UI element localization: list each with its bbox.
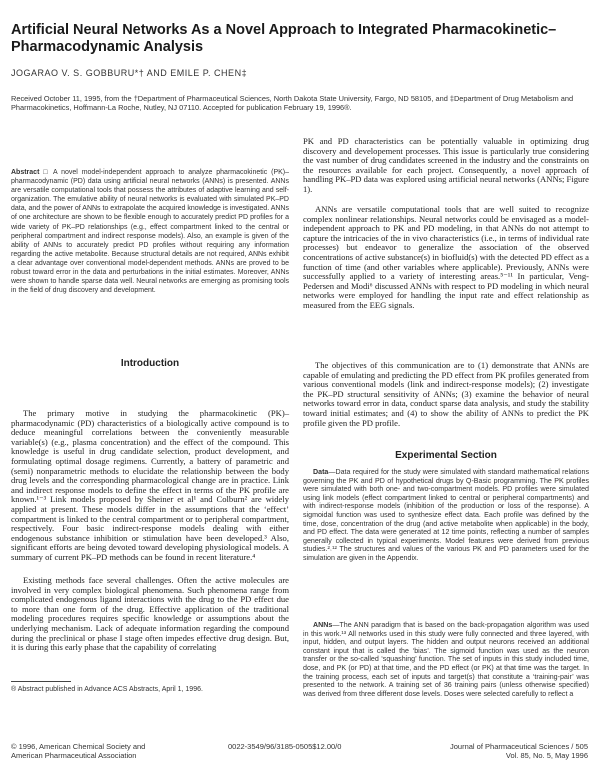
- abstract-label: Abstract □: [11, 169, 50, 176]
- footnote-divider: [11, 681, 71, 682]
- right-paragraph-1: PK and PD characteristics can be potentially valuable in optimizing drug discovery and developement processes. This issue is particularly true considering the vast number of drug candidates screened in the industry and the constraints on the resources available for each project. Consequently, a novel approach of handling PK–PD data was explored using artificial neural networks (ANNs; Figure 1).: [303, 136, 589, 194]
- data-runin-label: Data: [313, 468, 329, 476]
- article-title: Artificial Neural Networks As a Novel Approach to Integrated Pharmacokinetic–Pharmacodynamic Analysis: [11, 22, 557, 55]
- introduction-heading: Introduction: [120, 358, 180, 369]
- footer-code: 0022-3549/96/3185-0505$12.00/0: [228, 742, 342, 751]
- footnote: ® Abstract published in Advance ACS Abstracts, April 1, 1996.: [11, 686, 203, 693]
- intro-paragraph-2: Existing methods face several challenges. Often the active molecules are involved in very complex biological phenomena. Such phenomena range from complicated endogenous ligand interactions with the drug to the PD effect due to more than one form of the drug. Effective application of the traditional modeling procedures requires specific knowledge or assumptions about the underlying mechanism. Lack of adequate information regarding the compound during the preclinical or phase I stage often impedes effective drug design. But, it is during this early phase that the capability of correlating: [11, 575, 289, 653]
- anns-paragraph: [303, 621, 589, 698]
- data-text: —Data required for the study were simulated with standard mathematical relations governing the PK and PD of hypothetical drugs by Q-Basic programming. The PK profiles were simulated with both one- and two-compartment models. PD profiles were simulated using link models (effect compartment linked to central or peripheral compartments) and with indirect-response models (inhibition of the production or loss of the response). A sigmoidal function was used to synthesize effect data. Each profile was defined by the time, dose, concentration of the drug (and active metabolite when applicable) in the body, and PD effect. The data were generated at 12 time points, reflecting a number of samples generally collected in typical experiments. Model features were derived from previous studies.²˒¹² The structures and values of the various PK and PD parameters used for the simulation are given in the Appendix.: [303, 468, 589, 562]
- abstract-text: A novel model-independent approach to analyze pharmacokinetic (PK)–pharmacodynamic (PD) data using artificial neural networks (ANNs) is presented. ANNs are versatile computational tools that possess the attributes of adaptive learning and self-organization. The emulative ability of neural networks is evaluated with simulated PK–PD data, and the power of ANNs to extrapolate the acquired knowledge is investigated. ANNs of one architecture are shown to be flexible enough to accurately predict PD profiles for a wide variety of PK–PD relationships (e.g., effect compartment linked to the central or peripheral compartment and indirect response models). Also, an example is given of the ability of ANNs to accurately predict PD profiles without requiring any information regarding the active metabolite. Because structural details are not required, ANNs exhibit a clear advantage over conventional model-dependent methods. ANNs are proved to be robust toward error in the data and perturbations in the initial estimates. Moreover, ANNs were shown to handle sparse data well. Neural networks are emerging as promising tools in the field of drug discovery and development.: [11, 169, 290, 295]
- experimental-heading: Experimental Section: [395, 450, 497, 461]
- footer-journal-info: Journal of Pharmaceutical Sciences / 505 Vol. 85, No. 5, May 1996: [450, 742, 588, 760]
- right-paragraph-2: ANNs are versatile computational tools that are well suited to recognize complex nonlinear relationships. Neural networks could be envisaged as a model-independent approach to PK and PD modeling, in that ANNs do not attempt to capture the intricacies of the in vivo characteristics (i.e., in terms of individual rate processes) but endeavor to generalize the association of the observed concentrations of active substance(s) in biofluid(s) with the detected PD effect as a function of time (and other variables where applicable). Previously, ANNs were successfully applied to a variety of interesting areas.⁵⁻¹¹ In particular, Veng-Pedersen and Modi⁶ discussed ANNs with respect to PD modeling in which neural networks were employed for handling the input rate and effect relationship as measured from the EEG signals.: [303, 204, 589, 310]
- article-authors: JOGARAO V. S. GOBBURU*† AND EMILE P. CHEN‡: [11, 68, 248, 78]
- abstract: [11, 168, 289, 295]
- received-affiliation-note: Received October 11, 1995, from the †Department of Pharmaceutical Sciences, North Dakota State University, Fargo, ND 58105, and ‡Department of Drug Metabolism and Pharmacokinetics, Hoffmann-La Roche, Nutley, NJ 07110. Accepted for publication February 19, 1996®.: [11, 94, 574, 112]
- right-paragraph-3: The objectives of this communication are to (1) demonstrate that ANNs are capable of emulating and predicting the PD effect from PK profiles generated from various conventional models (link and indirect-response models); (2) investigate the PK–PD structural sensitivity of ANNs; (3) examine the behavior of neural networks toward error in data, conduct sparse data analysis, and study the stability toward initial estimates; and (4) to show the ability of ANNs to predict the PK profile given the PD profile.: [303, 360, 589, 428]
- intro-paragraph-1: The primary motive in studying the pharmacokinetic (PK)–pharmacodynamic (PD) characteristics of a biologically active compound is to deduce meaningful correlations between the conveniently measurable variable(s) (e.g., plasma concentration) and the effect of the compound. This knowledge is useful in drug candidate selection, product development, and formulating optimal dosage regimens. Currently, a battery of parametric and (semi) nonparametric methods to elucidate the relationship between the body drug levels and the corresponding pharmacological change are in practice. Link and indirect response models to define the effect in terms of the PK profile are known.¹⁻³ Link models proposed by Sheiner et al¹ and Colburn² are widely applied at present. These models differ in the assumptions that the ‘effect’ compartment is linked to the central compartment or to peripheral compartment, respectively. Four basic indirect-response models dealing with either endogenous substance inhibition or stimulation have been developed.³ Also, significant efforts are being devoted toward developing physiological models. A summary of current PK–PD methods can be found in recent literature.⁴: [11, 408, 289, 562]
- data-paragraph: [303, 468, 589, 563]
- anns-text: —The ANN paradigm that is based on the back-propagation algorithm was used in this work.¹³ All networks used in this study were fully connected and three layered, with input, hidden, and output layers. The hidden and output neurons received an additional constant input that is called the ‘bias’. The sigmoid function was used as the neuron transfer or the so-called ‘squashing’ function. The set of inputs in this study included time, dose, and PK (or PD) at that time, and the PD effect (or PK) at that time was the target. In the training process, each set of inputs and target(s) that constitute a ‘training-pair’ was presented to the network. A training set of 36 training pairs (unless otherwise specified) was derived from three different dose levels. Doses were selected carefully to reflect a: [303, 621, 589, 698]
- footer-copyright: © 1996, American Chemical Society and American Pharmaceutical Association: [11, 742, 146, 760]
- anns-runin-label: ANNs: [313, 621, 333, 629]
